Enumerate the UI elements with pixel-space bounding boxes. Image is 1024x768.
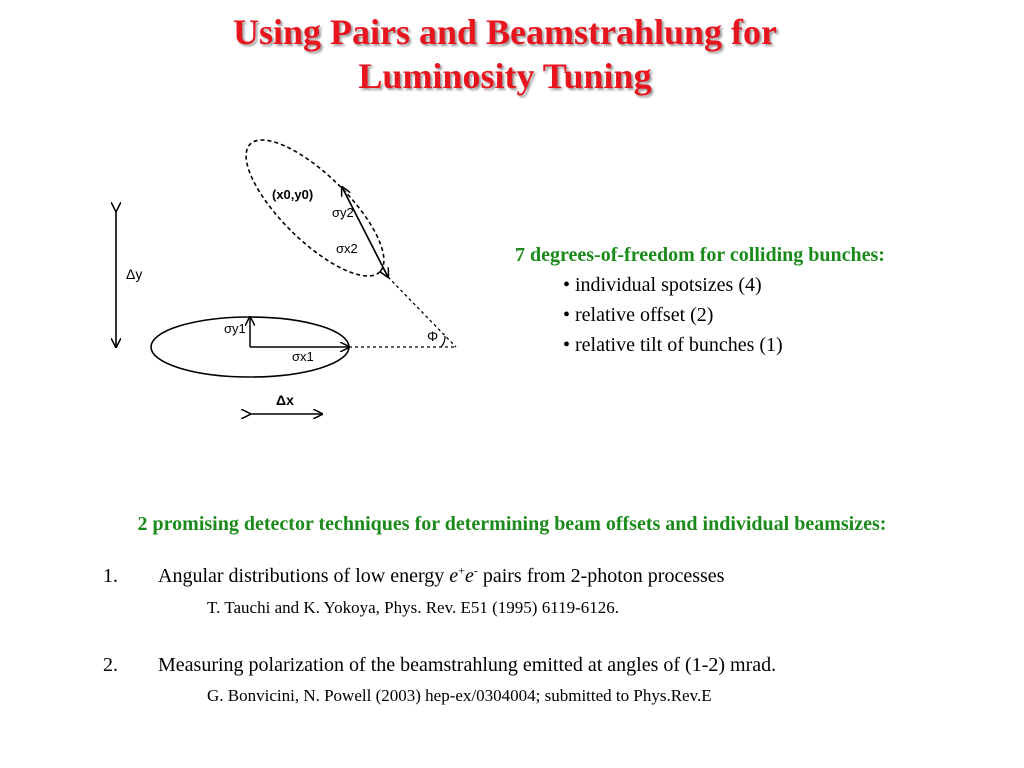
technique-1-reference: T. Tauchi and K. Yokoya, Phys. Rev. E51 (1995) 6119-6126. (207, 598, 619, 617)
sigma-y2-arrow (342, 187, 388, 277)
technique-2-reference: G. Bonvicini, N. Powell (2003) hep-ex/0304004; submitted to Phys.Rev.E (207, 686, 712, 705)
sigma-y2-label: σy2 (332, 205, 354, 220)
delta-x-label: Δx (276, 392, 294, 408)
list-item: • individual spotsizes (4) (563, 274, 762, 296)
slide-title (0, 10, 1010, 98)
technique-text: Measuring polarization of the beamstrahlung emitted at angles of (1-2) mrad. (158, 654, 777, 676)
list-item: • relative offset (2) (563, 304, 714, 326)
degrees-of-freedom-block (515, 240, 885, 360)
degrees-of-freedom-heading: 7 degrees-of-freedom for colliding bunches: (515, 244, 885, 266)
technique-number: 2. (103, 654, 118, 676)
degrees-of-freedom-list (515, 270, 885, 360)
title-line-2: Luminosity Tuning (358, 56, 652, 96)
point-label: (x0,y0) (272, 187, 314, 202)
sigma-x2-label: σx2 (336, 241, 358, 256)
tilted-dotted-axis (388, 277, 456, 347)
technique-number: 1. (103, 565, 118, 587)
bunch-2-ellipse (227, 125, 403, 295)
sigma-x1-label: σx1 (292, 349, 314, 364)
phi-label: Φ (427, 328, 439, 344)
sigma-y1-label: σy1 (224, 321, 246, 336)
list-item: • relative tilt of bunches (1) (563, 334, 783, 356)
delta-y-label: Δy (126, 266, 143, 282)
beam-geometry-diagram (100, 125, 470, 430)
techniques-heading: 2 promising detector techniques for determining beam offsets and individual beamsizes: (137, 513, 887, 535)
tilt-angle-arc (441, 336, 445, 347)
technique-text: Angular distributions of low energy e+e- pairs from 2-photon processes (158, 563, 725, 587)
title-line-1: Using Pairs and Beamstrahlung for (232, 12, 778, 52)
